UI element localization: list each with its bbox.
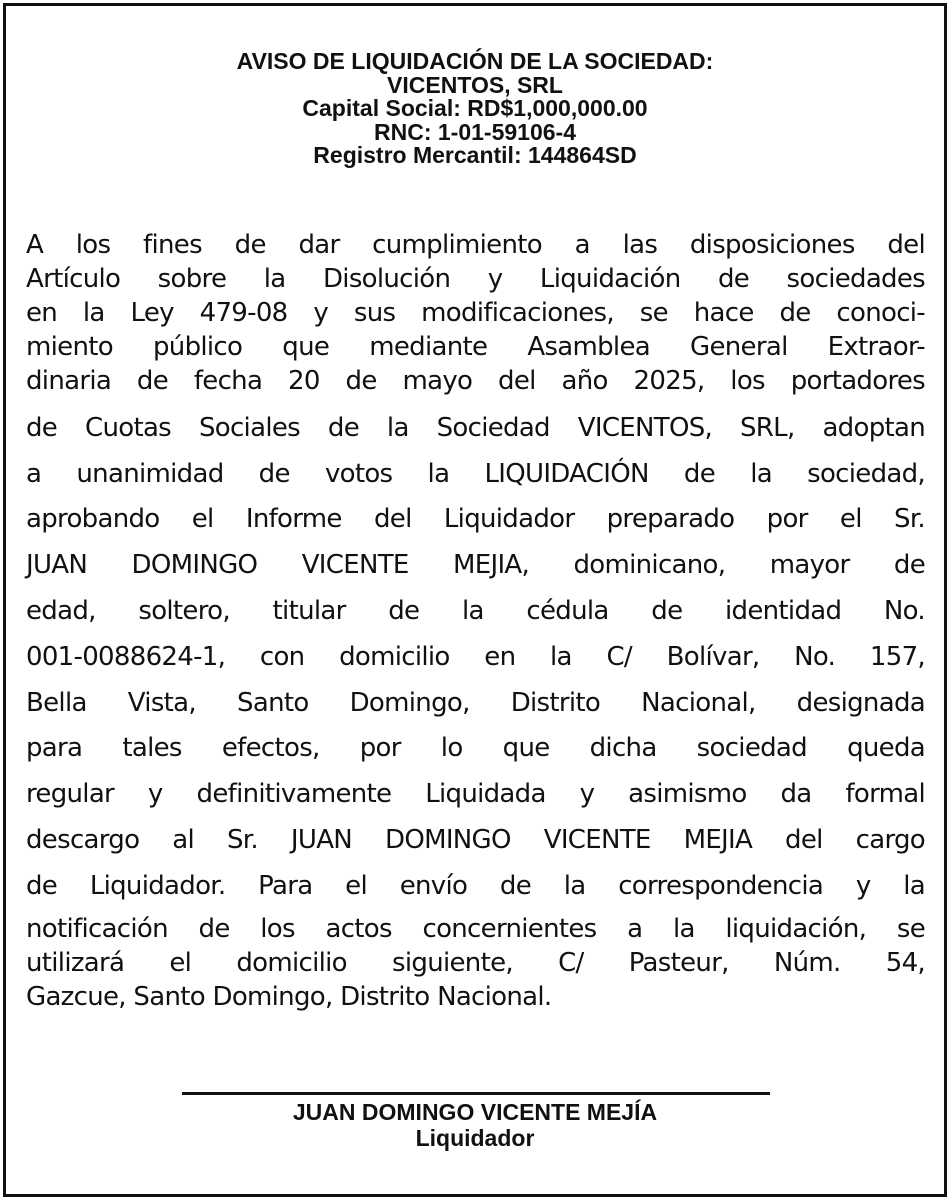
body-line: Bella Vista, Santo Domingo, Distrito Nacional, designada [26, 688, 925, 718]
body-line: dinaria de fecha 20 de mayo del año 2025, los portadores [26, 366, 925, 396]
body-line: JUAN DOMINGO VICENTE MEJIA, dominicano, mayor de [26, 550, 925, 580]
body-line: en la Ley 479-08 y sus modificaciones, se hace de conoci- [26, 298, 925, 328]
body-line: Artículo sobre la Disolución y Liquidación de sociedades [26, 264, 925, 294]
signature-line [182, 1092, 770, 1095]
body-line: utilizará el domicilio siguiente, C/ Pasteur, Núm. 54, [26, 948, 925, 978]
body-line: descargo al Sr. JUAN DOMINGO VICENTE MEJIA del cargo [26, 825, 925, 855]
signatory-role: Liquidador [415, 1125, 535, 1151]
body-line: Gazcue, Santo Domingo, Distrito Nacional. [26, 982, 552, 1012]
body-line: para tales efectos, por lo que dicha sociedad queda [26, 733, 925, 763]
signature-block [6, 1099, 944, 1151]
body-line: de Cuotas Sociales de la Sociedad VICENTOS, SRL, adoptan [26, 413, 925, 443]
body-line: 001-0088624-1, con domicilio en la C/ Bolívar, No. 157, [26, 642, 925, 672]
body-line: de Liquidador. Para el envío de la correspondencia y la [26, 871, 925, 901]
registro-mercantil: Registro Mercantil: 144864SD [313, 142, 637, 168]
body-line: regular y definitivamente Liquidada y asimismo da formal [26, 779, 925, 809]
notice-title: AVISO DE LIQUIDACIÓN DE LA SOCIEDAD: [236, 48, 714, 74]
body-line: notificación de los actos concernientes a la liquidación, se [26, 914, 925, 944]
rnc-number: RNC: 1-01-59106-4 [374, 118, 576, 145]
body-line: A los fines de dar cumplimiento a las disposiciones del [26, 230, 925, 260]
capital-social: Capital Social: RD$1,000,000.00 [302, 95, 648, 121]
notice-header [6, 50, 944, 168]
company-name: VICENTOS, SRL [387, 71, 563, 98]
body-line: aprobando el Informe del Liquidador preparado por el Sr. [26, 504, 925, 534]
signatory-name: JUAN DOMINGO VICENTE MEJÍA [292, 1099, 658, 1125]
body-line: miento público que mediante Asamblea General Extraor- [26, 332, 925, 362]
body-line: a unanimidad de votos la LIQUIDACIÓN de la sociedad, [26, 459, 925, 489]
notice-frame [3, 3, 947, 1197]
body-line: edad, soltero, titular de la cédula de identidad No. [26, 596, 925, 626]
